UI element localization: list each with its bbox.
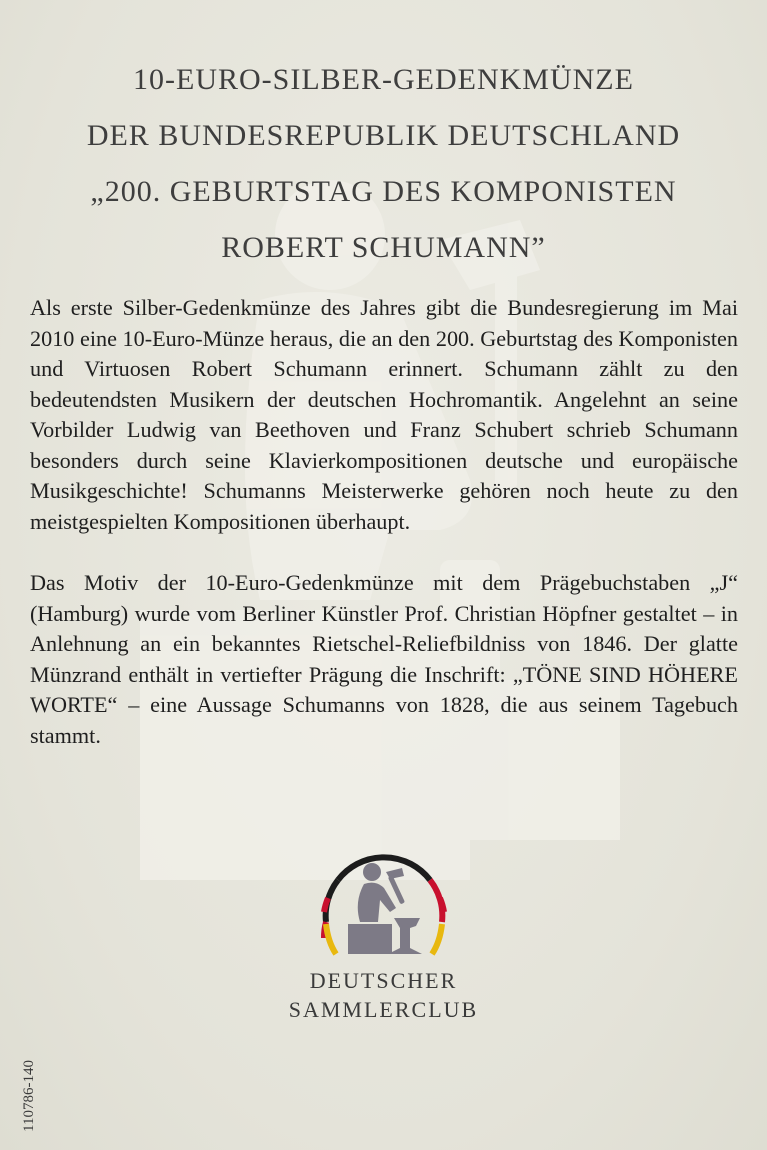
- club-name: [0, 966, 767, 1024]
- blacksmith-anvil-icon: [320, 842, 448, 968]
- title-line-4: ROBERT SCHUMANN”: [221, 231, 546, 264]
- club-name-line-1: DEUTSCHER: [309, 968, 458, 993]
- title-line-1: 10-EURO-SILBER-GEDENKMÜNZE: [133, 63, 634, 96]
- title-line-2: DER BUNDESREPUBLIK DEUTSCHLAND: [86, 119, 681, 152]
- article-number: 110786-140: [21, 1060, 37, 1132]
- certificate-title: [0, 52, 767, 276]
- description-paragraph-1: Als erste Silber-Gedenkmünze des Jahres gibt die Bundesregierung im Mai 2010 eine 10-Euro-Münze heraus, die an den 200. Geburtstag des Komponisten und Virtuosen Robert Schumann erinnert. Schumann zählt zu den bedeutendsten Musikern der deutschen Hochromantik. Angelehnt an seine Vorbilder Ludwig van Beethoven und Franz Schubert schrieb Schumann besonders durch seine Klavierkompositionen deutsche und europäische Musikgeschichte! Schumanns Meisterwerke gehören noch heute zu den meistgespielten Kompositionen überhaupt.: [30, 295, 738, 534]
- title-line-3: „200. GEBURTSTAG DES KOMPONISTEN: [90, 175, 677, 208]
- description-text: [30, 293, 738, 751]
- club-name-line-2: SAMMLERCLUB: [288, 997, 479, 1022]
- description-paragraph-2: Das Motiv der 10-Euro-Gedenkmünze mit dem Prägebuchstaben „J“ (Hamburg) wurde vom Berliner Künstler Prof. Christian Höpfner gestaltet – in Anlehnung an ein bekanntes Rietschel-Reliefbildniss von 1846. Der glatte Münzrand enthält in vertiefter Prägung die Inschrift: „TÖNE SIND HÖHERE WORTE“ – eine Aussage Schumanns von 1828, die aus seinem Tagebuch stammt.: [30, 570, 738, 748]
